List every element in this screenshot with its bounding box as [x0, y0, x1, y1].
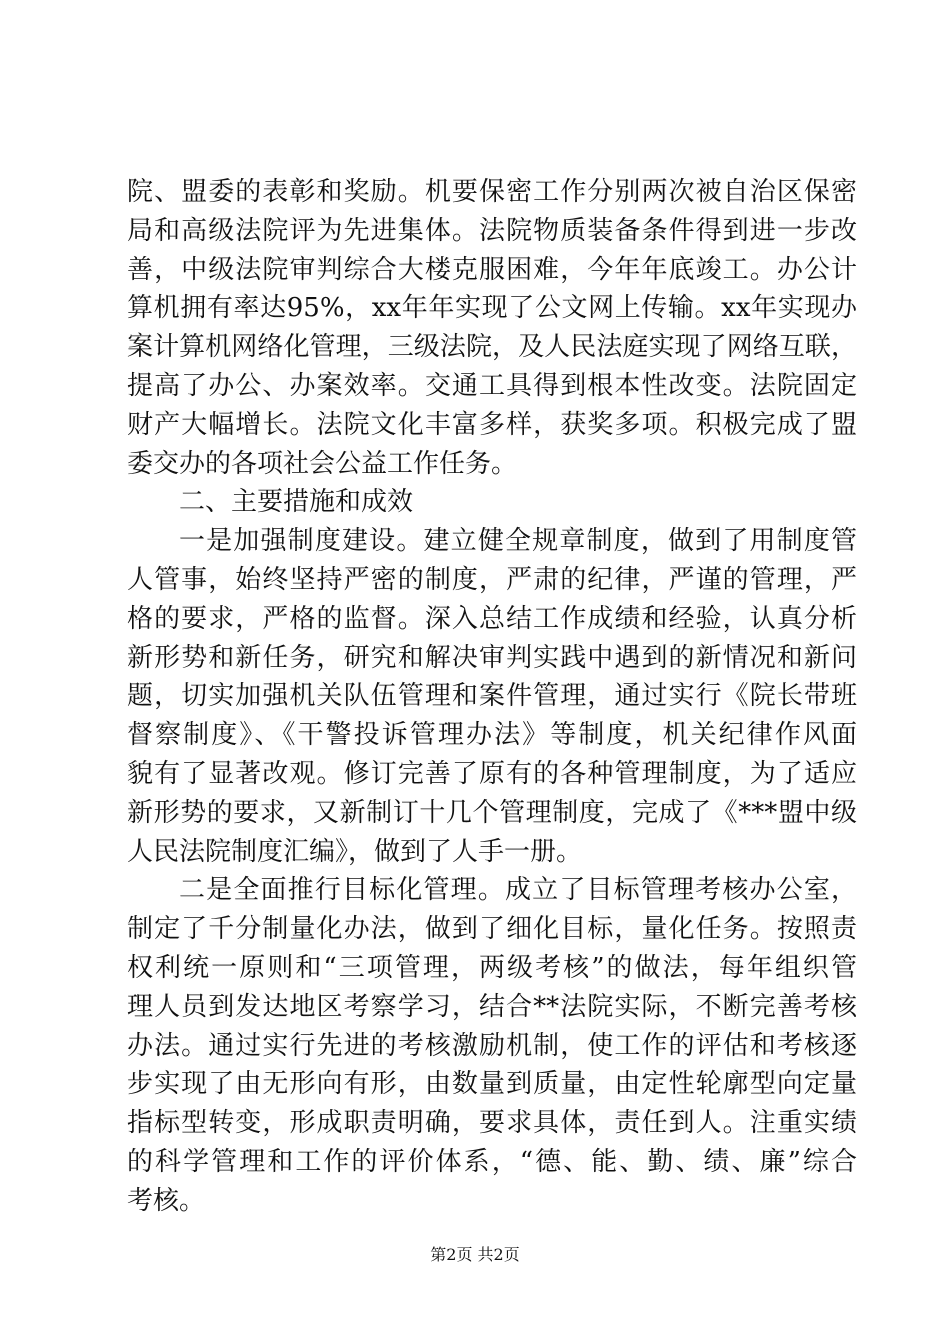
text-line: 人管事，始终坚持严密的制度，严肃的纪律，严谨的管理，严 — [127, 564, 857, 595]
text-line: 二是全面推行目标化管理。成立了目标管理考核办公室， — [179, 875, 857, 906]
text-line: 一是加强制度建设。建立健全规章制度，做到了用制度管 — [179, 526, 857, 557]
text-line: 财产大幅增长。法院文化丰富多样，获奖多项。积极完成了盟 — [127, 409, 857, 440]
text-line: 格的要求，严格的监督。深入总结工作成绩和经验，认真分析 — [127, 603, 857, 634]
page-number-footer: 第2页 共2页 — [430, 1245, 520, 1264]
text-line: 委交办的各项社会公益工作任务。 — [127, 448, 518, 479]
text-line: 提高了办公、办案效率。交通工具得到根本性改变。法院固定 — [127, 370, 857, 401]
text-line: 权利统一原则和“三项管理，两级考核”的做法，每年组织管 — [127, 952, 857, 983]
text-line: 算机拥有率达95%，xx年年实现了公文网上传输。xx年实现办 — [127, 293, 857, 324]
text-line: 制定了千分制量化办法，做到了细化目标，量化任务。按照责 — [127, 914, 857, 945]
text-line: 新形势的要求，又新制订十几个管理制度，完成了《***盟中级 — [127, 797, 857, 828]
text-line: 考核。 — [127, 1185, 206, 1216]
text-line: 院、盟委的表彰和奖励。机要保密工作分别两次被自治区保密 — [127, 177, 857, 207]
text-line: 人民法院制度汇编》，做到了人手一册。 — [127, 836, 583, 867]
text-line: 题，切实加强机关队伍管理和案件管理，通过实行《院长带班 — [127, 681, 857, 712]
document-body — [127, 173, 857, 1221]
text-line: 督察制度》、《干警投诉管理办法》等制度，机关纪律作风面 — [127, 720, 857, 751]
text-line: 貌有了显著改观。修订完善了原有的各种管理制度，为了适应 — [127, 758, 857, 789]
text-line: 善，中级法院审判综合大楼克服困难，今年年底竣工。办公计 — [127, 254, 857, 285]
text-line: 步实现了由无形向有形，由数量到质量，由定性轮廓型向定量 — [127, 1069, 857, 1100]
text-line: 局和高级法院评为先进集体。法院物质装备条件得到进一步改 — [127, 215, 857, 246]
text-line: 案计算机网络化管理，三级法院，及人民法庭实现了网络互联， — [127, 332, 857, 363]
text-line: 理人员到发达地区考察学习，结合**法院实际，不断完善考核 — [127, 991, 857, 1022]
text-line: 办法。通过实行先进的考核激励机制，使工作的评估和考核逐 — [127, 1030, 857, 1061]
text-line: 的科学管理和工作的评价体系，“德、能、勤、绩、廉”综合 — [127, 1146, 857, 1177]
text-line: 新形势和新任务，研究和解决审判实践中遇到的新情况和新问 — [127, 642, 857, 673]
text-line: 指标型转变，形成职责明确，要求具体，责任到人。注重实绩 — [127, 1108, 857, 1139]
section-heading: 二、主要措施和成效 — [179, 487, 414, 518]
